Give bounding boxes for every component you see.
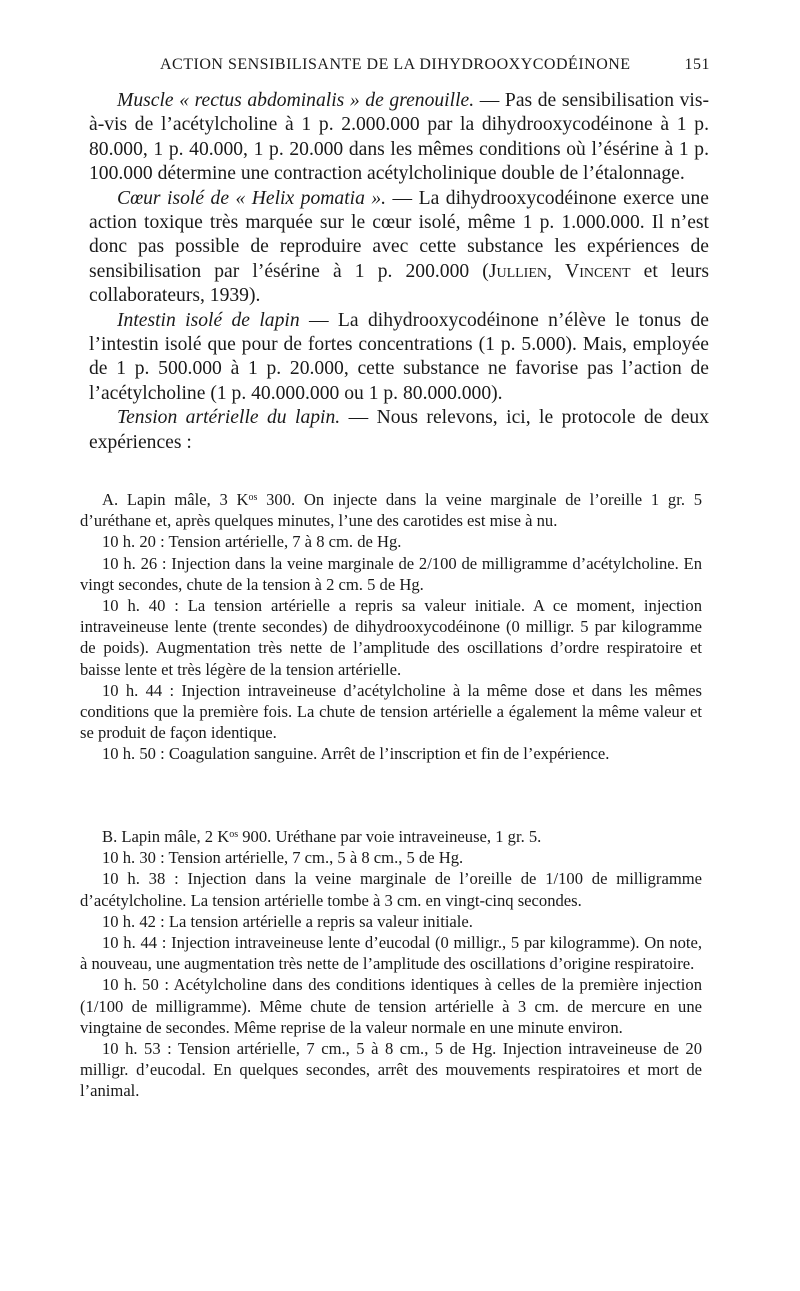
protocol-entry: 10 h. 44 : Injection intraveineuse d’acétylcholine à la même dose et dans les mêmes conditions que la première fois. La chute de tension artérielle a également la même valeur et se produit de façon identique. xyxy=(80,680,702,743)
paragraph-lead: Cœur isolé de « Helix pomatia ». xyxy=(117,187,387,209)
paragraph-tension xyxy=(89,406,709,455)
protocol-entry: 10 h. 53 : Tension artérielle, 7 cm., 5 à 8 cm., 5 de Hg. Injection intraveineuse de 20 milligr. d’eucodal. En quelques secondes, arrêt des mouvements respiratoires et mort de l’animal. xyxy=(80,1039,702,1101)
protocol-entry: 10 h. 50 : Acétylcholine dans des conditions identiques à celles de la première injection (1/100 de milligramme). Même chute de tension artérielle à 3 cm. de mercure en une vingtaine de secondes. Même reprise de la valeur normale en une minute environ. xyxy=(80,975,702,1037)
experiment-a xyxy=(80,489,702,765)
superscript: os xyxy=(229,829,239,840)
experiment-intro xyxy=(80,489,702,531)
intro-text: B. Lapin mâle, 2 K xyxy=(102,827,230,846)
paragraph-text: — La dihydrooxycodéinone exerce une action toxique très marquée sur le cœur isolé, même 1 p. 1.000.000. Il n’est donc pas possible de reproduire avec cette substance les expériences de sensibilisation par l’ésérine à 1 p. 200.000 ( xyxy=(89,187,709,282)
paragraph-text: — Nous relevons, ici, le protocole de deux expériences : xyxy=(89,407,709,453)
paragraph-text-tail: et leurs collaborateurs, 1939). xyxy=(89,260,710,307)
superscript: os xyxy=(248,492,258,503)
paragraph-text: — La dihydrooxycodéinone n’élève le tonus de l’intestin isolé que pour de fortes concentrations (1 p. 5.000). Mais, employée de 1 p. 500.000 à 1 p. 20.000, cette substance ne favorise pas l’action de l’acétylcholine (1 p. 40.000.000 ou 1 p. 80.000.000). xyxy=(89,309,709,404)
experiment-b xyxy=(80,826,702,1102)
main-text xyxy=(89,89,709,455)
author-separator: , xyxy=(547,260,566,282)
paragraph-lead: Tension artérielle du lapin. xyxy=(117,407,341,429)
protocol-entry: 10 h. 40 : La tension artérielle a repris sa valeur initiale. A ce moment, injection intraveineuse lente (trente secondes) de dihydrooxycodéinone (0 milligr. 5 par kilogramme de poids). Augmentation très nette de l’amplitude des oscillations d’ordre respiratoire et baisse lente et très légère de la tension artérielle. xyxy=(80,596,702,679)
running-header xyxy=(110,56,710,80)
protocol-entry: 10 h. 38 : Injection dans la veine marginale de l’oreille de 1/100 de milligramme d’acétylcholine. La tension artérielle tombe à 3 cm. en vingt-cinq secondes. xyxy=(80,869,702,910)
paragraph-text: — Pas de sensibilisation vis-à-vis de l’acétylcholine à 1 p. 2.000.000 par la dihydrooxycodéinone à 1 p. 80.000, 1 p. 40.000, 1 p. 20.000 dans les mêmes conditions où l’ésérine à 1 p. 100.000 détermine une contraction acétylcholinique double de l’étalonnage. xyxy=(89,90,709,185)
paragraph-lead: Intestin isolé de lapin xyxy=(117,309,300,331)
protocol-entry: 10 h. 30 : Tension artérielle, 7 cm., 5 à 8 cm., 5 de Hg. xyxy=(102,848,464,868)
intro-text: 300. On injecte dans la veine marginale de l’oreille 1 gr. 5 d’uréthane et, après quelques minutes, l’une des carotides est mise à nu. xyxy=(80,490,703,531)
running-title: ACTION SENSIBILISANTE DE LA DIHYDROOXYCODÉINONE xyxy=(160,56,631,73)
protocol-entry: 10 h. 20 : Tension artérielle, 7 à 8 cm. de Hg. xyxy=(102,532,402,552)
protocol-entry: 10 h. 44 : Injection intraveineuse lente d’eucodal (0 milligr., 5 par kilogramme). On note, à nouveau, une augmentation très nette de l’amplitude des oscillations d’origine respiratoire. xyxy=(80,933,702,974)
page-number: 151 xyxy=(684,56,710,73)
paragraph-muscle xyxy=(89,89,709,187)
protocol-entry: 10 h. 50 : Coagulation sanguine. Arrêt de l’inscription et fin de l’expérience. xyxy=(102,744,610,764)
intro-text: 900. Uréthane par voie intraveineuse, 1 gr. 5. xyxy=(238,827,542,846)
protocol-entry: 10 h. 26 : Injection dans la veine marginale de 2/100 de milligramme d’acétylcholine. En vingt secondes, chute de la tension à 2 cm. 5 de Hg. xyxy=(80,553,702,594)
paragraph-intestin xyxy=(89,309,709,407)
paragraph-helix xyxy=(89,187,709,309)
intro-text: A. Lapin mâle, 3 K xyxy=(102,490,249,509)
experiment-intro xyxy=(80,826,702,847)
author-name: Jullien xyxy=(488,260,548,282)
author-name: Vincent xyxy=(565,260,631,282)
protocol-entry: 10 h. 42 : La tension artérielle a repris sa valeur initiale. xyxy=(102,911,473,931)
paragraph-lead: Muscle « rectus abdominalis » de grenouille. xyxy=(117,90,475,111)
